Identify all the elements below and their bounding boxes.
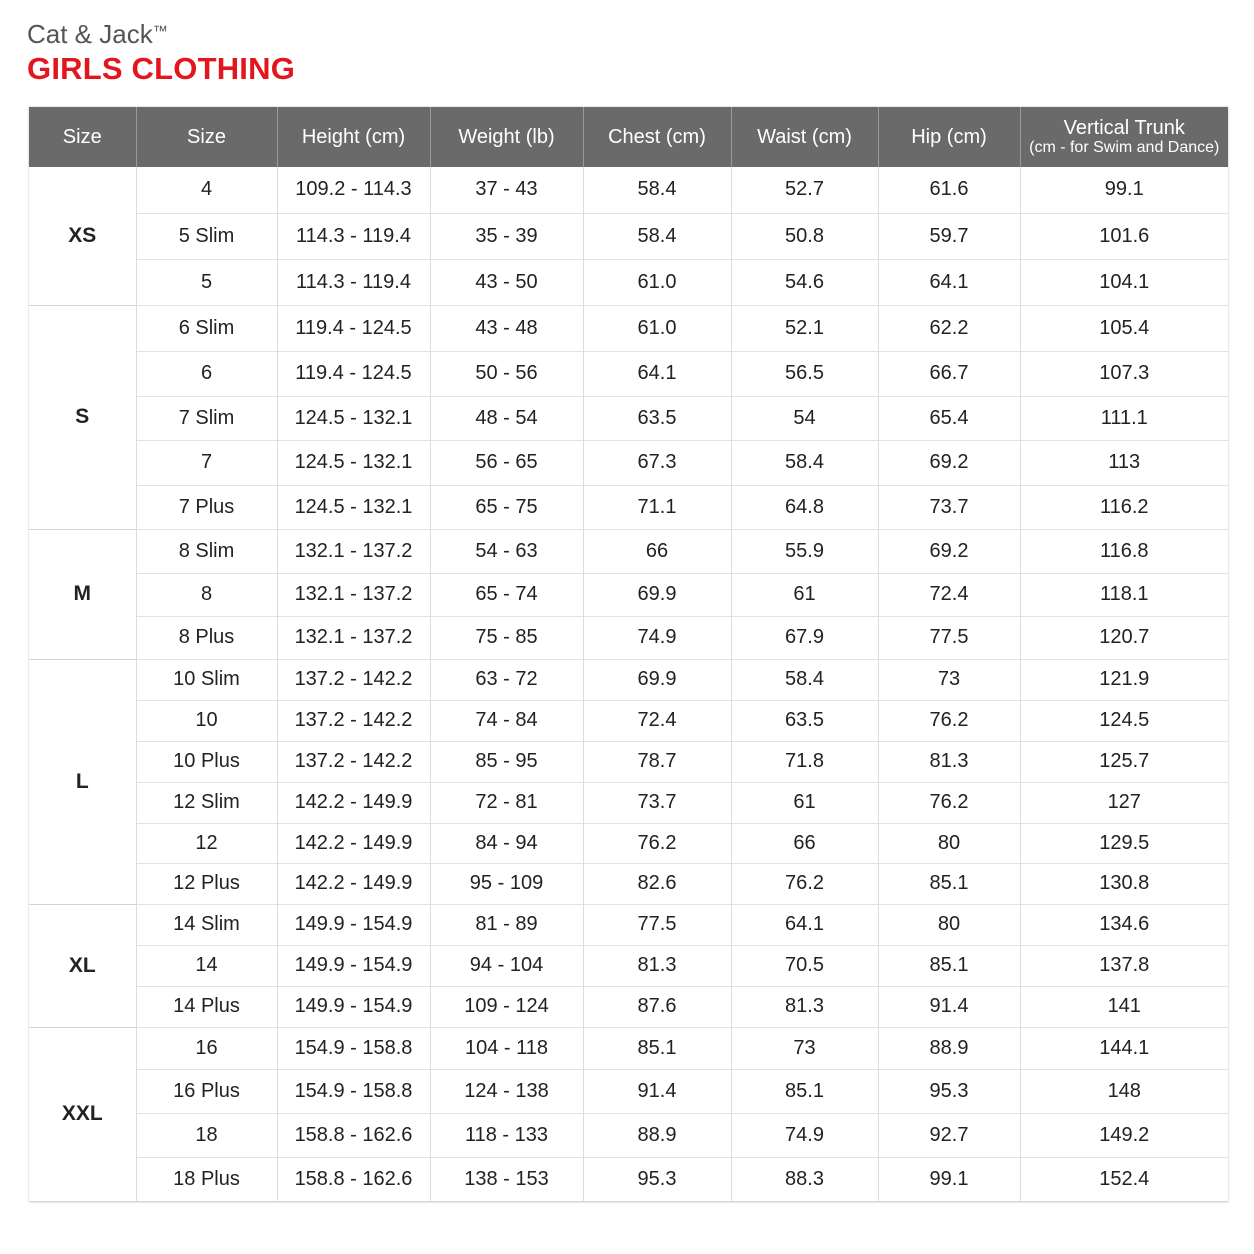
table-cell: 12	[136, 823, 277, 863]
table-cell: 72.4	[583, 700, 731, 741]
table-cell: 8	[136, 573, 277, 616]
table-cell: 95.3	[878, 1069, 1020, 1113]
table-cell: 137.2 - 142.2	[277, 700, 430, 741]
table-cell: 114.3 - 119.4	[277, 213, 430, 259]
size-chart-table	[29, 107, 1228, 1202]
table-row	[29, 1069, 1228, 1113]
table-row	[29, 782, 1228, 823]
table-cell: 61	[731, 573, 878, 616]
table-cell: 137.8	[1020, 945, 1228, 986]
table-cell: 7	[136, 440, 277, 485]
table-cell: 58.4	[583, 167, 731, 213]
table-row	[29, 616, 1228, 659]
table-row	[29, 863, 1228, 904]
table-cell: 78.7	[583, 741, 731, 782]
table-cell: 10	[136, 700, 277, 741]
table-header	[29, 107, 1228, 167]
size-group-label: M	[29, 529, 136, 659]
table-cell: 73	[878, 659, 1020, 700]
column-header-title: Weight (lb)	[458, 126, 555, 148]
table-cell: 85.1	[583, 1027, 731, 1069]
table-cell: 101.6	[1020, 213, 1228, 259]
size-group-label: S	[29, 305, 136, 529]
table-cell: 61	[731, 782, 878, 823]
table-cell: 72 - 81	[430, 782, 583, 823]
table-cell: 80	[878, 904, 1020, 945]
table-cell: 52.7	[731, 167, 878, 213]
size-group-label: XL	[29, 904, 136, 1027]
table-cell: 116.2	[1020, 485, 1228, 529]
table-cell: 63.5	[583, 396, 731, 440]
table-cell: 125.7	[1020, 741, 1228, 782]
table-row	[29, 659, 1228, 700]
table-cell: 54.6	[731, 259, 878, 305]
table-cell: 70.5	[731, 945, 878, 986]
table-cell: 138 - 153	[430, 1157, 583, 1201]
table-cell: 16 Plus	[136, 1069, 277, 1113]
column-header-title: Vertical Trunk	[1063, 116, 1185, 139]
table-cell: 111.1	[1020, 396, 1228, 440]
table-cell: 114.3 - 119.4	[277, 259, 430, 305]
table-cell: 75 - 85	[430, 616, 583, 659]
table-row	[29, 529, 1228, 573]
table-row	[29, 351, 1228, 396]
table-cell: 54 - 63	[430, 529, 583, 573]
table-cell: 64.1	[731, 904, 878, 945]
table-cell: 71.8	[731, 741, 878, 782]
column-header	[29, 107, 136, 167]
table-cell: 130.8	[1020, 863, 1228, 904]
column-header	[878, 107, 1020, 167]
table-cell: 48 - 54	[430, 396, 583, 440]
table-cell: 87.6	[583, 986, 731, 1027]
table-cell: 107.3	[1020, 351, 1228, 396]
table-cell: 54	[731, 396, 878, 440]
table-cell: 76.2	[878, 700, 1020, 741]
table-cell: 14	[136, 945, 277, 986]
table-cell: 142.2 - 149.9	[277, 823, 430, 863]
column-header-title: Size	[187, 126, 226, 148]
table-cell: 149.9 - 154.9	[277, 986, 430, 1027]
table-cell: 58.4	[583, 213, 731, 259]
table-cell: 104.1	[1020, 259, 1228, 305]
table-row	[29, 700, 1228, 741]
table-cell: 74 - 84	[430, 700, 583, 741]
size-group-label: XXL	[29, 1027, 136, 1201]
table-cell: 58.4	[731, 440, 878, 485]
table-row	[29, 167, 1228, 213]
table-cell: 129.5	[1020, 823, 1228, 863]
table-row	[29, 213, 1228, 259]
trademark-mark: ™	[152, 23, 168, 40]
table-cell: 18 Plus	[136, 1157, 277, 1201]
table-row	[29, 823, 1228, 863]
size-group-label: L	[29, 659, 136, 904]
column-header	[583, 107, 731, 167]
column-header-title: Height (cm)	[301, 126, 406, 148]
table-cell: 66	[731, 823, 878, 863]
table-cell: 85.1	[878, 945, 1020, 986]
table-cell: 43 - 50	[430, 259, 583, 305]
size-group-label: XS	[68, 223, 97, 247]
table-cell: 118 - 133	[430, 1113, 583, 1157]
table-cell: 50.8	[731, 213, 878, 259]
table-cell: 10 Slim	[136, 659, 277, 700]
table-cell: 124.5	[1020, 700, 1228, 741]
column-header-subtitle: (cm - for Swim and Dance)	[1029, 138, 1220, 156]
table-cell: 8 Plus	[136, 616, 277, 659]
table-cell: 137.2 - 142.2	[277, 659, 430, 700]
table-cell: 85.1	[731, 1069, 878, 1113]
header-row	[29, 107, 1228, 167]
table-cell: 99.1	[1020, 167, 1228, 213]
table-cell: 14 Plus	[136, 986, 277, 1027]
brand-name	[27, 18, 168, 50]
table-cell: 67.9	[731, 616, 878, 659]
table-row	[29, 485, 1228, 529]
table-cell: 85.1	[878, 863, 1020, 904]
table-cell: 62.2	[878, 305, 1020, 351]
table-cell: 158.8 - 162.6	[277, 1113, 430, 1157]
table-cell: 59.7	[878, 213, 1020, 259]
table-cell: 113	[1020, 440, 1228, 485]
table-cell: 149.2	[1020, 1113, 1228, 1157]
column-header-title: Chest (cm)	[608, 126, 706, 148]
table-cell: 124.5 - 132.1	[277, 396, 430, 440]
table-cell: 144.1	[1020, 1027, 1228, 1069]
table-cell: 56.5	[731, 351, 878, 396]
table-cell: 85 - 95	[430, 741, 583, 782]
table-cell: 72.4	[878, 573, 1020, 616]
table-cell: 119.4 - 124.5	[277, 351, 430, 396]
table-cell: 76.2	[583, 823, 731, 863]
table-cell: 132.1 - 137.2	[277, 616, 430, 659]
table-cell: 149.9 - 154.9	[277, 945, 430, 986]
table-cell: 5 Slim	[136, 213, 277, 259]
column-header	[731, 107, 878, 167]
table-cell: 81.3	[731, 986, 878, 1027]
table-cell: 64.1	[583, 351, 731, 396]
table-cell: 71.1	[583, 485, 731, 529]
table-cell: 35 - 39	[430, 213, 583, 259]
table-cell: 64.8	[731, 485, 878, 529]
table-row	[29, 440, 1228, 485]
table-cell: 12 Slim	[136, 782, 277, 823]
table-cell: 63.5	[731, 700, 878, 741]
table-cell: 73.7	[878, 485, 1020, 529]
table-cell: 124.5 - 132.1	[277, 485, 430, 529]
table-cell: 124.5 - 132.1	[277, 440, 430, 485]
table-cell: 7 Plus	[136, 485, 277, 529]
table-cell: 154.9 - 158.8	[277, 1027, 430, 1069]
column-header-title: Hip (cm)	[911, 126, 987, 148]
table-cell: 56 - 65	[430, 440, 583, 485]
table-cell: 152.4	[1020, 1157, 1228, 1201]
table-cell: 73.7	[583, 782, 731, 823]
table-cell: 142.2 - 149.9	[277, 863, 430, 904]
table-cell: 74.9	[731, 1113, 878, 1157]
table-cell: 5	[136, 259, 277, 305]
table-cell: 91.4	[878, 986, 1020, 1027]
table-cell: 81 - 89	[430, 904, 583, 945]
table-cell: 99.1	[878, 1157, 1020, 1201]
table-cell: 69.9	[583, 659, 731, 700]
table-cell: 76.2	[878, 782, 1020, 823]
table-cell: 37 - 43	[430, 167, 583, 213]
table-row	[29, 1113, 1228, 1157]
table-cell: 67.3	[583, 440, 731, 485]
table-cell: 141	[1020, 986, 1228, 1027]
column-header	[1020, 107, 1228, 167]
table-cell: 154.9 - 158.8	[277, 1069, 430, 1113]
table-cell: 16	[136, 1027, 277, 1069]
table-row	[29, 945, 1228, 986]
table-cell: 61.0	[583, 259, 731, 305]
table-cell: 109 - 124	[430, 986, 583, 1027]
table-cell: 88.9	[878, 1027, 1020, 1069]
table-cell: 66.7	[878, 351, 1020, 396]
table-cell: 142.2 - 149.9	[277, 782, 430, 823]
table-cell: 6 Slim	[136, 305, 277, 351]
table-cell: 149.9 - 154.9	[277, 904, 430, 945]
table-cell: 7 Slim	[136, 396, 277, 440]
table-cell: 74.9	[583, 616, 731, 659]
table-cell: 88.3	[731, 1157, 878, 1201]
table-cell: 81.3	[878, 741, 1020, 782]
table-row	[29, 904, 1228, 945]
table-cell: 119.4 - 124.5	[277, 305, 430, 351]
table-cell: 121.9	[1020, 659, 1228, 700]
column-header-title: Size	[62, 126, 102, 148]
table-cell: 124 - 138	[430, 1069, 583, 1113]
table-cell: 116.8	[1020, 529, 1228, 573]
table-cell: 76.2	[731, 863, 878, 904]
table-cell: 55.9	[731, 529, 878, 573]
table-cell: 73	[731, 1027, 878, 1069]
table-row	[29, 1157, 1228, 1201]
table-cell: 52.1	[731, 305, 878, 351]
table-cell: 132.1 - 137.2	[277, 529, 430, 573]
table-cell: 105.4	[1020, 305, 1228, 351]
column-header-title: Waist (cm)	[757, 126, 852, 148]
table-cell: 127	[1020, 782, 1228, 823]
table-cell: 118.1	[1020, 573, 1228, 616]
table-cell: 95.3	[583, 1157, 731, 1201]
table-cell: 64.1	[878, 259, 1020, 305]
table-row	[29, 986, 1228, 1027]
table-cell: 81.3	[583, 945, 731, 986]
table-row	[29, 741, 1228, 782]
table-cell: 66	[583, 529, 731, 573]
table-cell: 95 - 109	[430, 863, 583, 904]
column-header	[430, 107, 583, 167]
table-cell: 63 - 72	[430, 659, 583, 700]
table-cell: 8 Slim	[136, 529, 277, 573]
table-cell: 61.6	[878, 167, 1020, 213]
table-cell: 77.5	[583, 904, 731, 945]
table-cell: 69.2	[878, 529, 1020, 573]
table-cell: 109.2 - 114.3	[277, 167, 430, 213]
table-cell: 94 - 104	[430, 945, 583, 986]
table-cell: 132.1 - 137.2	[277, 573, 430, 616]
table-cell: 69.2	[878, 440, 1020, 485]
table-cell: 69.9	[583, 573, 731, 616]
table-cell: 84 - 94	[430, 823, 583, 863]
table-cell: 80	[878, 823, 1020, 863]
table-cell: 88.9	[583, 1113, 731, 1157]
table-cell: 137.2 - 142.2	[277, 741, 430, 782]
column-header	[277, 107, 430, 167]
table-row	[29, 1027, 1228, 1069]
table-cell: 104 - 118	[430, 1027, 583, 1069]
table-row	[29, 573, 1228, 616]
table-cell: 92.7	[878, 1113, 1020, 1157]
table-cell: 10 Plus	[136, 741, 277, 782]
table-cell: 82.6	[583, 863, 731, 904]
table-body	[29, 167, 1228, 1201]
table-cell: 61.0	[583, 305, 731, 351]
table-cell: 58.4	[731, 659, 878, 700]
table-cell: 134.6	[1020, 904, 1228, 945]
table-cell: 65 - 75	[430, 485, 583, 529]
table-cell: 50 - 56	[430, 351, 583, 396]
table-cell: 120.7	[1020, 616, 1228, 659]
table-cell: 18	[136, 1113, 277, 1157]
table-row	[29, 259, 1228, 305]
table-row	[29, 305, 1228, 351]
table-cell: 91.4	[583, 1069, 731, 1113]
page-title: GIRLS CLOTHING	[27, 51, 296, 86]
table-cell: 158.8 - 162.6	[277, 1157, 430, 1201]
table-cell: 6	[136, 351, 277, 396]
table-cell: 4	[136, 167, 277, 213]
table-cell: 14 Slim	[136, 904, 277, 945]
table-cell: 43 - 48	[430, 305, 583, 351]
table-cell: 12 Plus	[136, 863, 277, 904]
column-header	[136, 107, 277, 167]
table-row	[29, 396, 1228, 440]
table-cell: 65.4	[878, 396, 1020, 440]
brand-text: Cat & Jack	[27, 19, 153, 49]
table-cell: 77.5	[878, 616, 1020, 659]
table-cell: 148	[1020, 1069, 1228, 1113]
table-cell: 65 - 74	[430, 573, 583, 616]
